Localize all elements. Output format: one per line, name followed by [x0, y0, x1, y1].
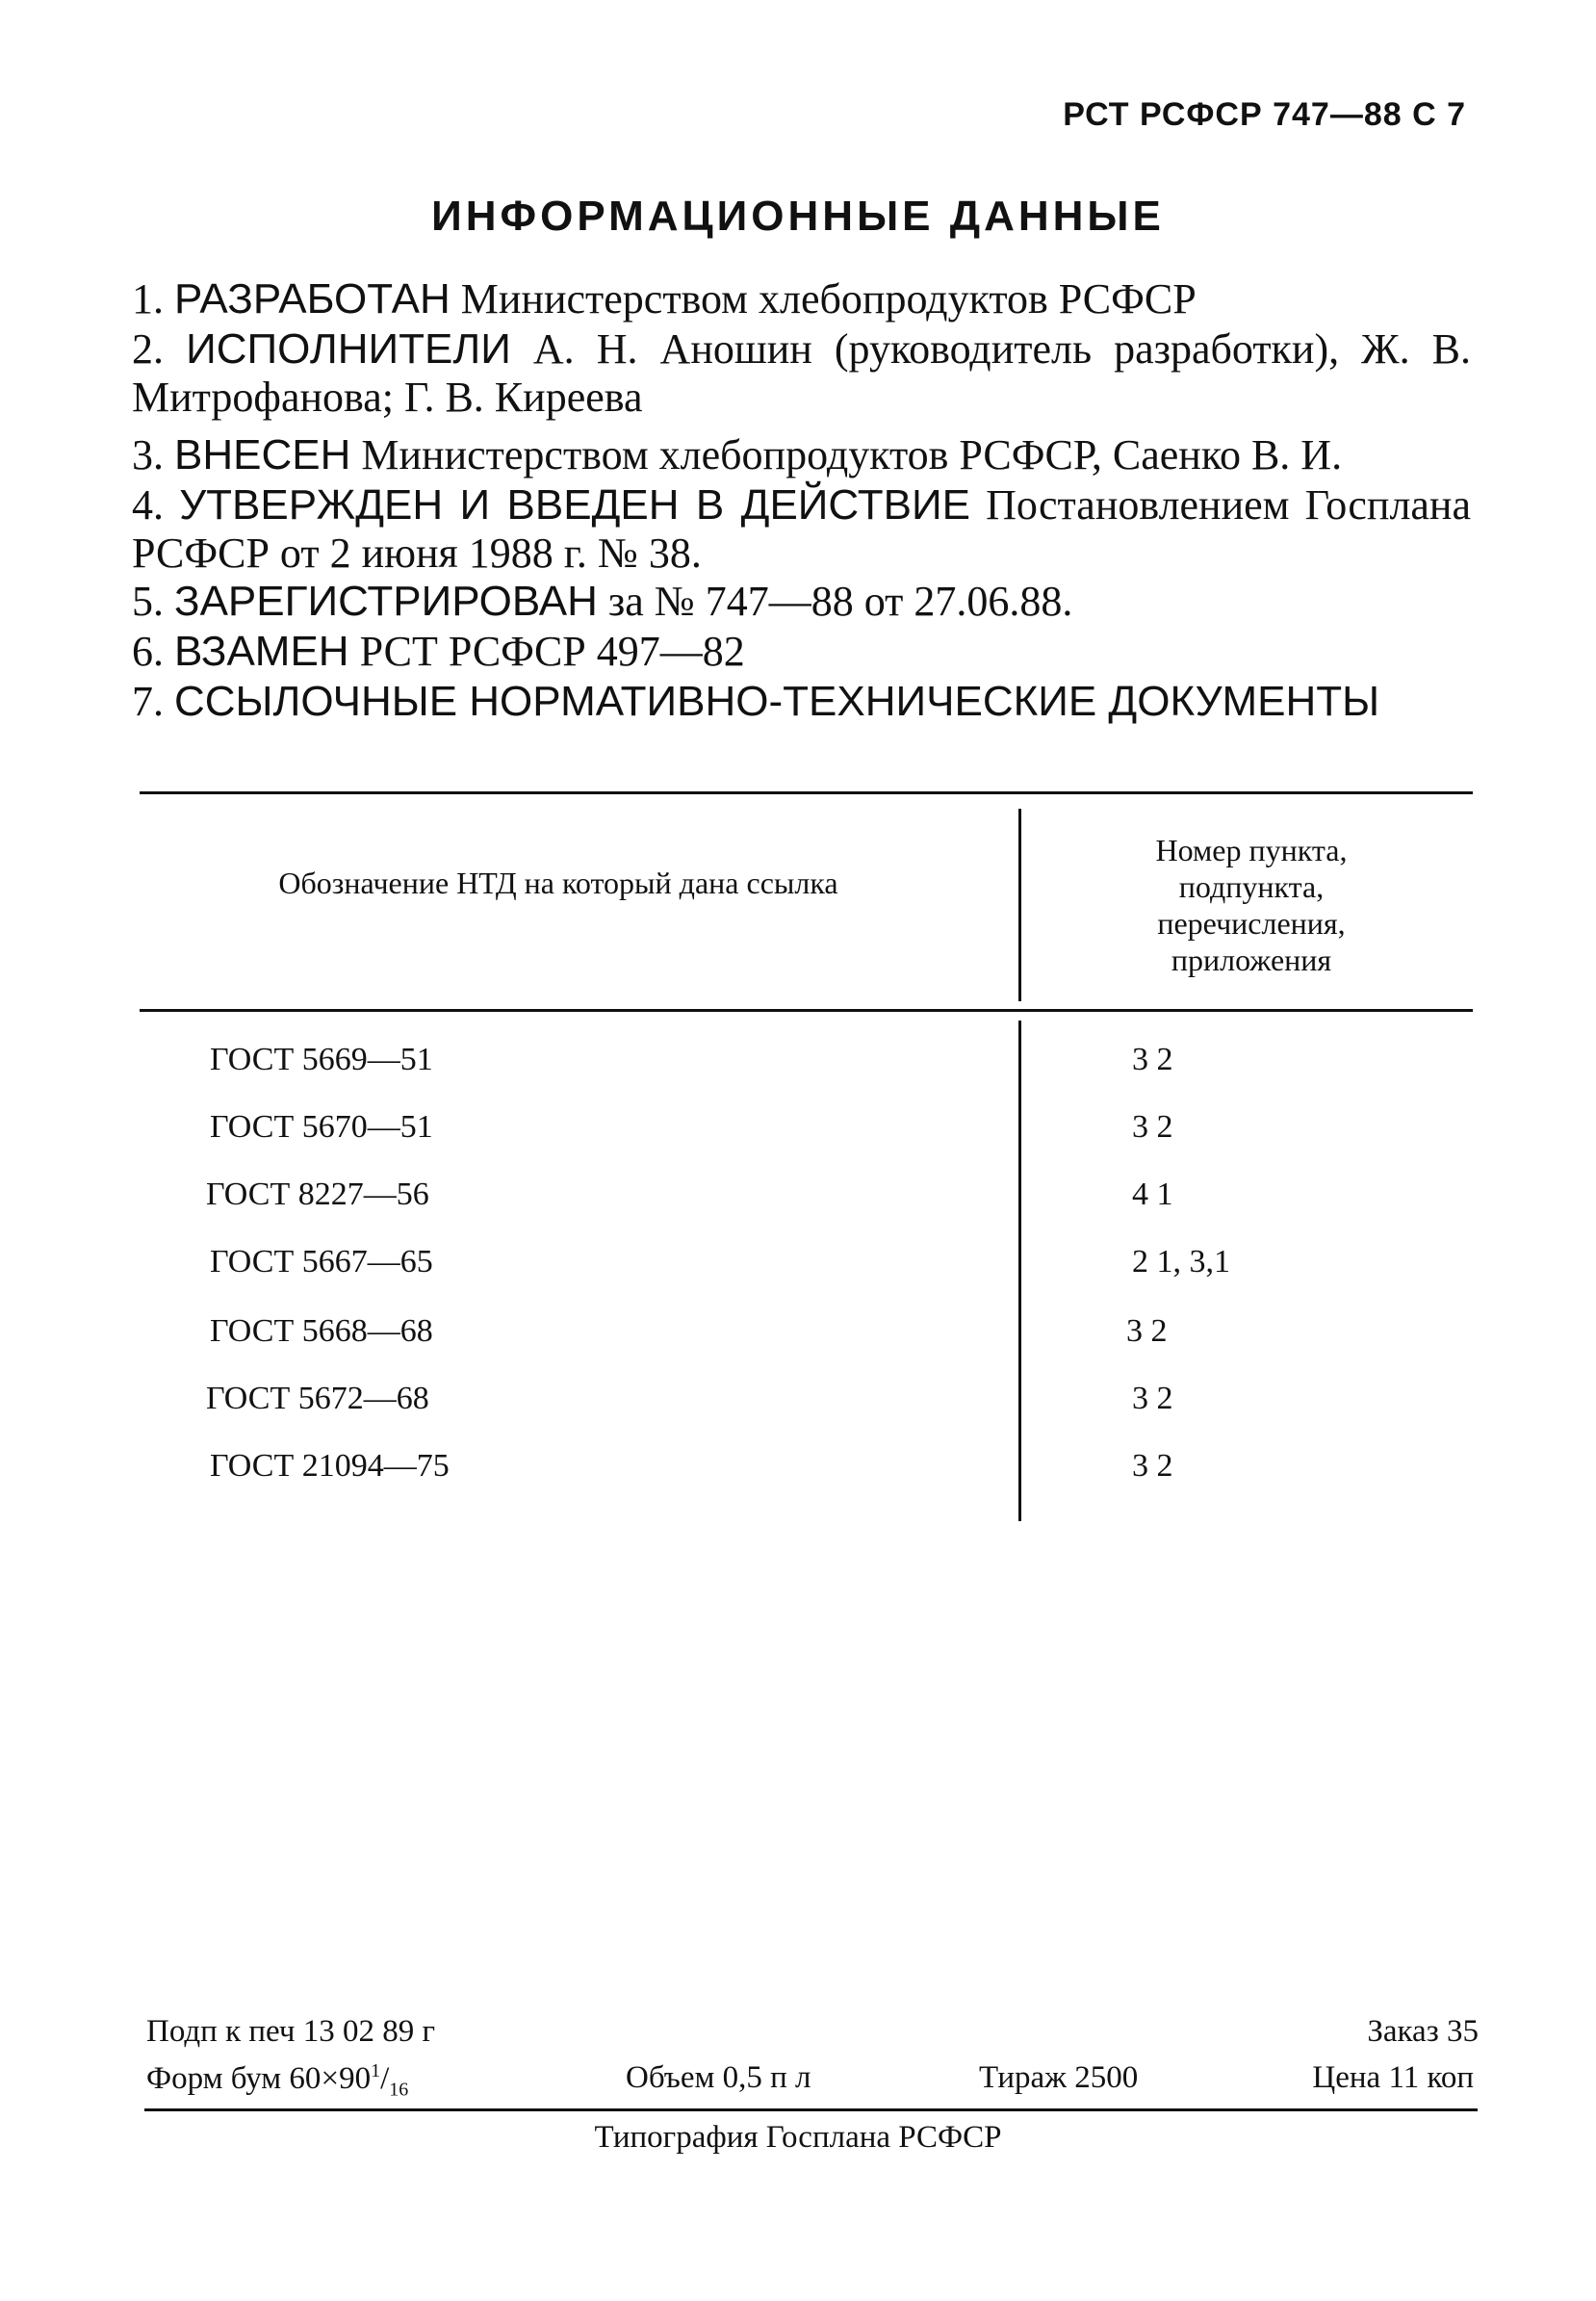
table-cell-reference: 3 2: [1126, 1313, 1168, 1349]
table-cell-document: ГОСТ 5669—51: [210, 1042, 433, 1077]
table-top-rule: [140, 791, 1473, 794]
imprint-format: Форм бум $60\times 90^1/_{16}$: [146, 2060, 409, 2101]
imprint-format-times: ×: [321, 2061, 340, 2096]
table-cell-document: ГОСТ 8227—56: [206, 1176, 429, 1212]
table-cell-reference: 3 2: [1132, 1381, 1173, 1416]
table-cell-document: ГОСТ 21094—75: [210, 1448, 450, 1484]
list-item: [132, 628, 1471, 676]
item-caption: ВНЕСЕН: [174, 431, 351, 478]
item-text: за № 747—88 от 27.06.88.: [597, 578, 1073, 625]
item-number: 4.: [132, 481, 164, 529]
item-text: Постановлением Госплана РСФСР от 2 июня 1988 г. № 38.: [132, 481, 1472, 577]
imprint-signed: Подп к печ 13 02 89 г: [146, 2014, 435, 2049]
item-caption: ССЫЛОЧНЫЕ НОРМАТИВНО-ТЕХНИЧЕСКИЕ ДОКУМЕНТЫ: [174, 678, 1380, 725]
column-header-document: Обозначение НТД на который дана ссылка: [278, 866, 838, 900]
imprint-print-run: Тираж 2500: [979, 2060, 1139, 2095]
running-head: РСТ РСФСР 747—88 С 7: [1063, 96, 1466, 133]
imprint-price: Цена 11 коп: [1312, 2060, 1474, 2095]
table-header-rule: [140, 1009, 1473, 1012]
table-cell-document: ГОСТ 5670—51: [210, 1109, 433, 1145]
page-title: ИНФОРМАЦИОННЫЕ ДАННЫЕ: [431, 193, 1165, 240]
imprint-format-prefix: Форм бум 60: [146, 2061, 322, 2096]
list-item: [132, 275, 1471, 323]
item-number: 7.: [132, 678, 164, 725]
header-column-divider: [1018, 809, 1021, 1001]
item-number: 2.: [132, 325, 164, 373]
imprint-format-suffix: 90: [339, 2061, 372, 2096]
item-text: РСТ РСФСР 497—82: [348, 628, 745, 675]
imprint-rule: [144, 2108, 1478, 2111]
item-text: Министерством хлебопродуктов РСФСР, Саенко В. И.: [350, 431, 1343, 478]
list-item: [132, 678, 1471, 726]
table-cell-reference: 4 1: [1132, 1176, 1173, 1212]
imprint-format-denominator: 16: [389, 2079, 409, 2101]
list-item: [132, 578, 1471, 626]
item-caption: РАЗРАБОТАН: [174, 275, 450, 323]
list-item: [132, 325, 1471, 422]
list-item: [132, 481, 1471, 578]
table-cell-document: ГОСТ 5672—68: [206, 1381, 429, 1416]
table-cell-document: ГОСТ 5668—68: [210, 1313, 433, 1349]
table-cell-reference: 2 1, 3,1: [1132, 1244, 1230, 1280]
item-text: Министерством хлебопродуктов РСФСР: [450, 275, 1197, 323]
item-caption: ВЗАМЕН: [174, 628, 349, 675]
imprint-format-numerator: 1: [371, 2060, 381, 2081]
imprint-volume: Объем 0,5 п л: [626, 2060, 811, 2095]
column-header-reference: Номер пункта, подпункта, перечисления, приложения: [1155, 833, 1348, 977]
item-number: 3.: [132, 431, 164, 478]
item-number: 6.: [132, 628, 164, 675]
table-cell-reference: 3 2: [1132, 1042, 1173, 1077]
item-number: 5.: [132, 578, 164, 625]
item-caption: УТВЕРЖДЕН И ВВЕДЕН В ДЕЙСТВИЕ: [179, 481, 970, 529]
body-column-divider: [1018, 1021, 1021, 1521]
table-cell-reference: 3 2: [1132, 1448, 1173, 1484]
item-caption: ИСПОЛНИТЕЛИ: [186, 325, 511, 373]
list-item: [132, 431, 1471, 479]
table-cell-reference: 3 2: [1132, 1109, 1173, 1145]
table-cell-document: ГОСТ 5667—65: [210, 1244, 433, 1280]
item-text: А. Н. Аношин (руководитель разработки), Ж. В. Митрофанова; Г. В. Киреева: [132, 325, 1472, 421]
item-number: 1.: [132, 275, 164, 323]
item-caption: ЗАРЕГИСТРИРОВАН: [174, 578, 598, 625]
imprint-printer: Типография Госплана РСФСР: [594, 2120, 1002, 2155]
imprint-order: Заказ 35: [1367, 2014, 1479, 2049]
